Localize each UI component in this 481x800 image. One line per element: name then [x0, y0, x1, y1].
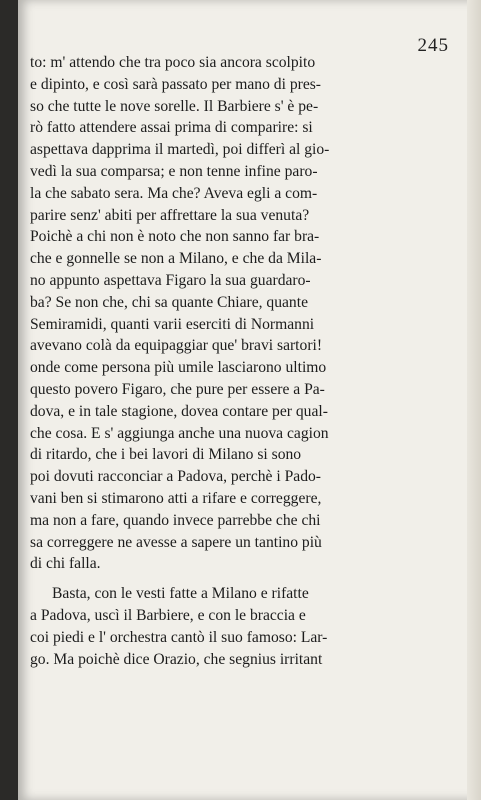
text-line: Poichè a chi non è noto che non sanno far bra-	[30, 228, 320, 246]
text-line: sa correggere ne avesse a sapere un tantino più	[30, 533, 322, 551]
text-line: a Padova, uscì il Barbiere, e con le braccia e	[30, 606, 306, 624]
text-line: onde come persona più umile lasciarono ultimo	[30, 359, 327, 377]
text-line: che e gonnelle se non a Milano, e che da Mila-	[30, 250, 322, 268]
text-line: ba? Se non che, chi sa quante Chiare, quante	[30, 293, 308, 311]
text-line: Basta, con le vesti fatte a Milano e rifatte	[52, 585, 309, 603]
text-line: parire senz' abiti per affrettare la sua venuta?	[30, 206, 310, 224]
text-line: la che sabato sera. Ma che? Aveva egli a com-	[30, 184, 318, 202]
book-page	[18, 0, 481, 800]
text-line: coi piedi e l' orchestra cantò il suo famoso: Lar-	[30, 628, 328, 646]
paragraph-gap	[30, 575, 435, 583]
text-line: vedì la sua comparsa; e non tenne infine paro-	[30, 162, 318, 180]
text-line: dova, e in tale stagione, dovea contare per qual-	[30, 402, 328, 420]
text-line: questo povero Figaro, che pure per essere a Pa-	[30, 380, 325, 398]
text-line: rò fatto attendere assai prima di comparire: si	[30, 119, 313, 137]
text-line: avevano colà da equipaggiar que' bravi sartori!	[30, 337, 323, 355]
page-number: 245	[417, 35, 449, 56]
page-edge	[467, 0, 481, 800]
text-line: poi dovuti racconciar a Padova, perchè i Pado-	[30, 468, 321, 486]
text-line: di ritardo, che i bei lavori di Milano si sono	[30, 446, 302, 464]
text-line: vani ben si stimarono atti a rifare e correggere,	[30, 489, 322, 507]
text-line: go. Ma poichè dice Orazio, che segnius irritant	[30, 650, 323, 668]
text-line: e dipinto, e così sarà passato per mano di pres-	[30, 75, 321, 93]
text-line: che cosa. E s' aggiunga anche una nuova cagion	[30, 424, 329, 442]
text-line: no appunto aspettava Figaro la sua guardaro-	[30, 271, 311, 289]
text-line: Semiramidi, quanti varii eserciti di Normanni	[30, 315, 315, 333]
text-line: to: m' attendo che tra poco sia ancora scolpito	[30, 54, 316, 71]
text-line: ma non a fare, quando invece parrebbe che chi	[30, 511, 321, 529]
text-line: so che tutte le nove sorelle. Il Barbiere s' è pe-	[30, 97, 319, 115]
text-line: aspettava dapprima il martedì, poi differì al gio-	[30, 141, 330, 159]
text-line: di chi falla.	[30, 555, 101, 573]
body-text	[30, 52, 435, 670]
